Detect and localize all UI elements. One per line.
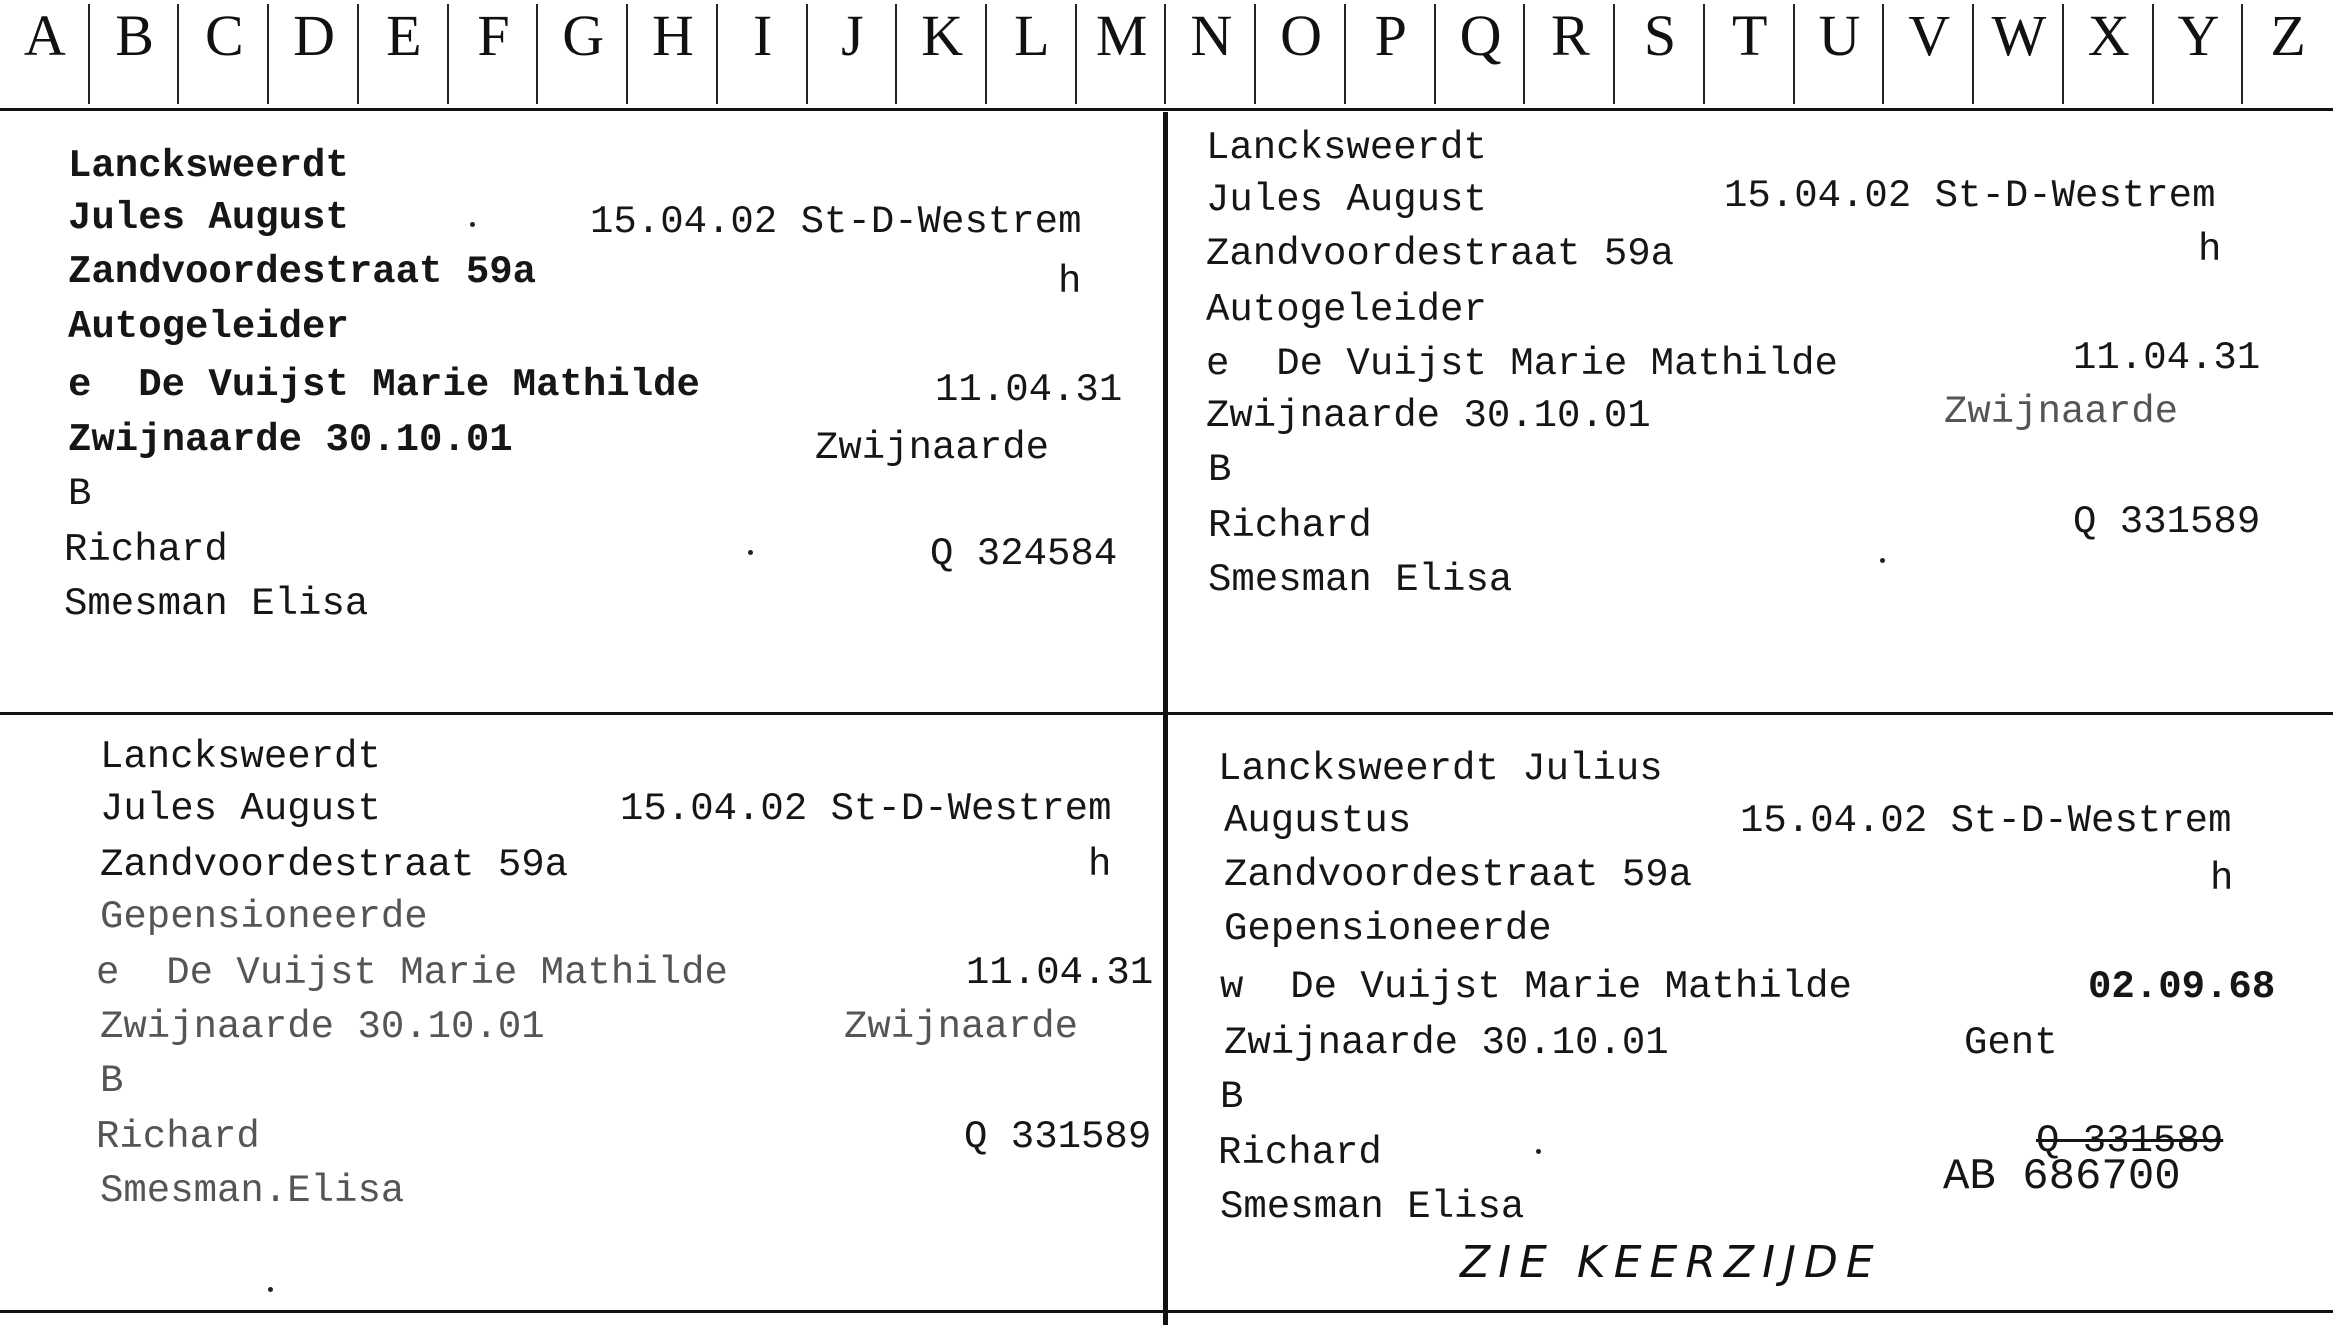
ruler-letter-h: [628, 0, 718, 104]
occupation: Autogeleider: [68, 305, 349, 349]
ruler-letter-label: N: [1190, 3, 1233, 68]
id-number-struck: Q 331589: [2036, 1119, 2224, 1163]
spouse: e De Vuijst Marie Mathilde: [68, 363, 700, 407]
ruler-letter-label: D: [293, 3, 335, 68]
address: Zandvoordestraat 59a: [100, 843, 569, 887]
ruler-letter-label: L: [1014, 3, 1050, 68]
status-mark: h: [1088, 843, 1112, 887]
mother-name: Smesman Elisa: [1220, 1185, 1525, 1229]
ruler-letter-label: A: [23, 3, 66, 68]
spouse: w De Vuijst Marie Mathilde: [1220, 965, 1852, 1009]
ruler-letter-label: U: [1818, 3, 1861, 68]
father-name: Richard: [1208, 504, 1372, 548]
ruler-letter-t: [1705, 0, 1795, 104]
birth-date-place: 15.04.02 St-D-Westrem: [1740, 799, 2232, 843]
marriage-date: 11.04.31: [966, 951, 1154, 995]
ruler-letter-s: [1615, 0, 1705, 104]
ruler-letter-f: [449, 0, 539, 104]
given-names: Jules August: [68, 196, 349, 240]
spouse-birth: Zwijnaarde 30.10.01: [1224, 1021, 1669, 1065]
address: Zandvoordestraat 59a: [68, 250, 537, 294]
ruler-letter-j: [808, 0, 898, 104]
address: Zandvoordestraat 59a: [1206, 232, 1675, 276]
ruler-letter-label: C: [204, 3, 244, 68]
ruler-letter-y: [2154, 0, 2244, 104]
id-number: AB 686700: [1943, 1152, 2181, 1202]
given-names: Jules August: [1206, 178, 1487, 222]
spouse-birth: Zwijnaarde 30.10.01: [100, 1005, 545, 1049]
card-top-left: [0, 112, 1163, 712]
code-letter: B: [100, 1059, 124, 1103]
id-number: Q 331589: [964, 1115, 1152, 1159]
ruler-letter-e: [359, 0, 449, 104]
ruler-letter-label: E: [386, 3, 422, 68]
status-mark: h: [1058, 260, 1082, 304]
mother-name: Smesman.Elisa: [100, 1169, 405, 1213]
ruler-letter-label: J: [841, 3, 864, 68]
ruler-letter-a: [0, 0, 90, 104]
marriage-date: 11.04.31: [935, 368, 1123, 412]
ruler-letter-b: [90, 0, 180, 104]
occupation: Gepensioneerde: [100, 895, 428, 939]
ruler-letter-q: [1436, 0, 1526, 104]
birth-date-place: 15.04.02 St-D-Westrem: [620, 787, 1112, 831]
ruler-letter-label: Q: [1459, 3, 1502, 68]
ruler-baseline: [0, 108, 2333, 111]
ruler-letter-label: K: [921, 3, 964, 68]
marriage-date: 11.04.31: [2073, 336, 2261, 380]
ruler-letter-g: [538, 0, 628, 104]
given-names: Augustus: [1224, 799, 1412, 843]
surname: Lancksweerdt Julius: [1218, 747, 1663, 791]
spouse: e De Vuijst Marie Mathilde: [1206, 342, 1838, 386]
id-number: Q 324584: [930, 532, 1118, 576]
mother-name: Smesman Elisa: [1208, 558, 1513, 602]
father-name: Richard: [96, 1115, 260, 1159]
ruler-letter-label: R: [1550, 3, 1590, 68]
address: Zandvoordestraat 59a: [1224, 853, 1693, 897]
ruler-letter-k: [897, 0, 987, 104]
ruler-letter-r: [1525, 0, 1615, 104]
code-letter: B: [68, 472, 92, 516]
paper-speck: [1880, 558, 1885, 563]
ruler-letter-label: M: [1095, 3, 1148, 68]
spouse: e De Vuijst Marie Mathilde: [96, 951, 728, 995]
ruler-letter-n: [1167, 0, 1257, 104]
card-bottom-left: [0, 715, 1163, 1310]
card-top-right: [1168, 112, 2333, 712]
marriage-place: Zwijnaarde: [815, 426, 1050, 470]
ruler-letter-label: S: [1643, 3, 1677, 68]
ruler-letter-w: [1974, 0, 2064, 104]
ruler-letter-label: V: [1908, 3, 1951, 68]
paper-speck: [1536, 1149, 1541, 1154]
ruler-letter-label: T: [1732, 3, 1768, 68]
sheet-bottom-rule: [0, 1310, 2333, 1313]
ruler-letter-z: [2243, 0, 2333, 104]
ruler-letter-o: [1256, 0, 1346, 104]
paper-speck: [748, 550, 753, 555]
ruler-letter-label: Y: [2177, 3, 2220, 68]
marriage-place: Gent: [1964, 1021, 2058, 1065]
ruler-letter-v: [1884, 0, 1974, 104]
id-number: Q 331589: [2073, 500, 2261, 544]
ruler-letter-label: O: [1280, 3, 1323, 68]
ruler-letter-label: F: [477, 3, 510, 68]
father-name: Richard: [1218, 1131, 1382, 1175]
ruler-letter-d: [269, 0, 359, 104]
ruler-letter-c: [179, 0, 269, 104]
card-bottom-right: [1168, 715, 2333, 1310]
ruler-letter-label: X: [2087, 3, 2130, 68]
ruler-letter-label: B: [115, 3, 154, 68]
marriage-date: 02.09.68: [2088, 965, 2276, 1009]
surname: Lancksweerdt: [100, 735, 381, 779]
ruler-letter-u: [1795, 0, 1885, 104]
surname: Lancksweerdt: [68, 144, 349, 188]
ruler-letter-label: P: [1374, 3, 1407, 68]
mother-name: Smesman Elisa: [64, 582, 369, 626]
ruler-letter-label: G: [562, 3, 605, 68]
ruler-letter-m: [1077, 0, 1167, 104]
birth-date-place: 15.04.02 St-D-Westrem: [590, 200, 1082, 244]
alphabet-index-ruler: [0, 0, 2333, 112]
ruler-letter-label: W: [1991, 3, 2047, 68]
spouse-birth: Zwijnaarde 30.10.01: [68, 418, 513, 462]
code-letter: B: [1220, 1075, 1244, 1119]
birth-date-place: 15.04.02 St-D-Westrem: [1724, 174, 2216, 218]
occupation: Gepensioneerde: [1224, 907, 1552, 951]
given-names: Jules August: [100, 787, 381, 831]
surname: Lancksweerdt: [1206, 126, 1487, 170]
ruler-letter-label: H: [652, 3, 694, 68]
occupation: Autogeleider: [1206, 288, 1487, 332]
code-letter: B: [1208, 448, 1232, 492]
paper-speck: [268, 1287, 273, 1292]
ruler-letter-l: [987, 0, 1077, 104]
marriage-place: Zwijnaarde: [844, 1005, 1079, 1049]
status-mark: h: [2210, 857, 2234, 901]
status-mark: h: [2198, 228, 2222, 272]
marriage-place: Zwijnaarde: [1944, 390, 2179, 434]
handwritten-note: ZIE KEERZIJDE: [1460, 1237, 1882, 1288]
ruler-letter-x: [2064, 0, 2154, 104]
ruler-letter-p: [1346, 0, 1436, 104]
ruler-letter-label: Z: [2270, 3, 2306, 68]
father-name: Richard: [64, 528, 228, 572]
ruler-letter-i: [718, 0, 808, 104]
spouse-birth: Zwijnaarde 30.10.01: [1206, 394, 1651, 438]
paper-speck: [470, 222, 475, 227]
ruler-letter-label: I: [753, 3, 773, 68]
